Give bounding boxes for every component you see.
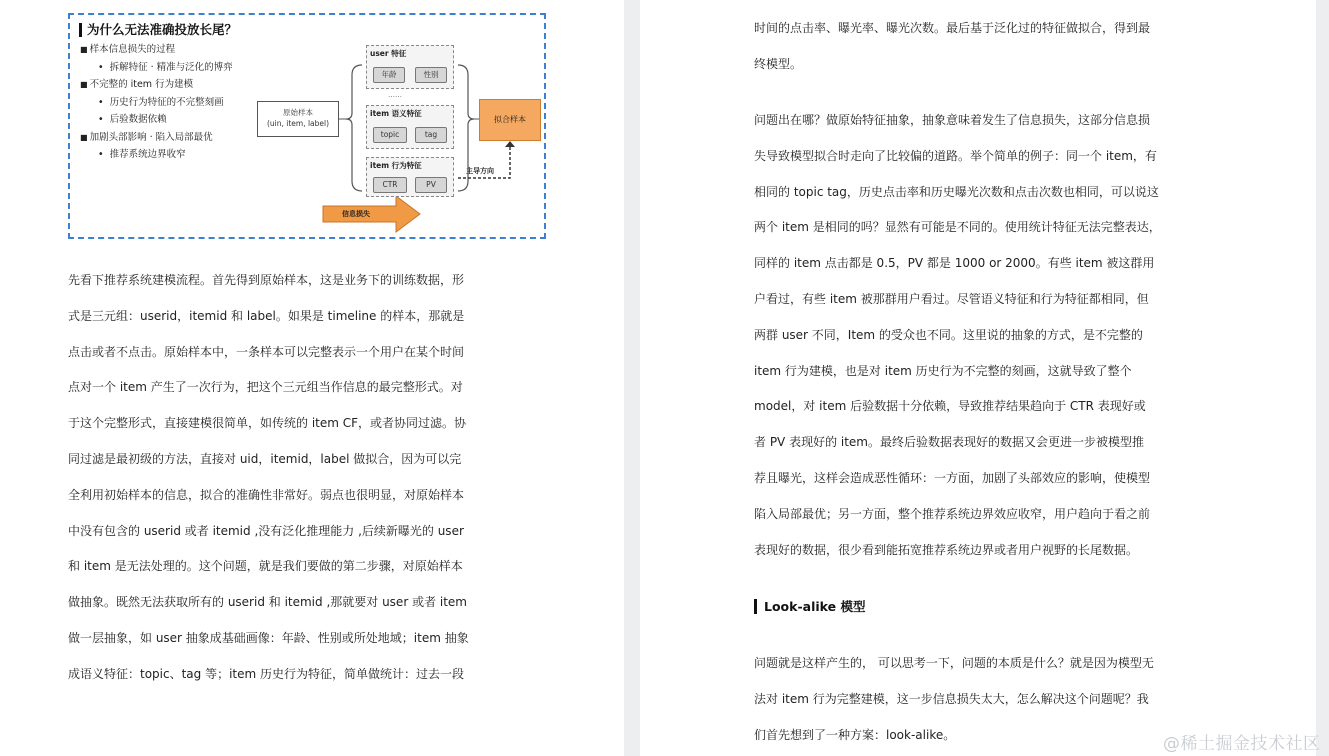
chip-ctr: CTR <box>373 177 407 193</box>
chip-age: 年龄 <box>373 67 405 83</box>
right-paragraph-3 <box>754 646 1206 753</box>
text-line: 中没有包含的 userid 或者 itemid ,没有泛化推理能力 ,后续新曝光的 user <box>68 523 464 538</box>
item-semantic-group <box>366 105 454 149</box>
text-line: 和 item 是无法处理的。这个问题，就是我们要做的第二步骤，对原始样本 <box>68 559 463 574</box>
long-tail-figure <box>68 13 546 239</box>
left-paragraph <box>68 263 520 693</box>
text-line: 成语义特征：topic、tag 等；item 历史行为特征，简单做统计：过去一段 <box>68 666 465 681</box>
fit-sample-box: 拟合样本 <box>479 99 541 141</box>
raw-sample-label: 原始样本 <box>283 108 313 117</box>
right-paragraph-1 <box>754 11 1206 83</box>
text-line: 先看下推荐系统建模流程。首先得到原始样本，这是业务下的训练数据，形 <box>68 273 465 287</box>
text-line: 同过滤是最初级的方法，直接对 uid，itemid，label 做拟合，因为可以完 <box>68 451 462 466</box>
chip-tag: tag <box>415 127 447 143</box>
main-direction-label: 主导方向 <box>466 167 494 175</box>
figure-bullet: • 推荐系统边界收窄 <box>80 146 233 164</box>
text-line: 相同的 topic tag，历史点击率和历史曝光次数和点击次数也相同，可以说这 <box>754 184 1159 199</box>
figure-bullet: • 拆解特征 · 精准与泛化的博弈 <box>80 59 233 77</box>
text-line: 做抽象。既然无法获取所有的 userid 和 itemid ,那就要对 user 或者 item <box>68 595 467 610</box>
text-line: 表现好的数据，很少看到能拓宽推荐系统边界或者用户视野的长尾数据。 <box>754 542 1139 557</box>
text-line: 户看过，有些 item 被那群用户看过。尽管语义特征和行为特征都相同，但 <box>754 291 1149 306</box>
figure-bullet: • 历史行为特征的不完整刻画 <box>80 94 233 112</box>
brace-shape <box>346 65 362 191</box>
chip-pv: PV <box>415 177 447 193</box>
text-line: 点对一个 item 产生了一次行为，把这个三元组当作信息的最完整形式。对 <box>68 380 463 395</box>
item-behavior-group <box>366 157 454 197</box>
text-line: 陷入局部最优；另一方面，整个推荐系统边界效应收窄，用户趋向于看之前 <box>754 506 1151 521</box>
text-line: 同样的 item 点击都是 0.5，PV 都是 1000 or 2000。有些 item 被这群用 <box>754 256 1155 271</box>
text-line: 终模型。 <box>754 56 803 71</box>
text-line: 法对 item 行为完整建模，这一步信息损失太大，怎么解决这个问题呢？我 <box>754 691 1149 706</box>
chip-topic: topic <box>373 127 407 143</box>
text-line: 两个 item 是相同的吗？显然有可能是不同的。使用统计特征无法完整表达， <box>754 220 1161 235</box>
text-line: item 行为建模，也是对 item 历史行为不完整的刻画，这就导致了整个 <box>754 363 1132 378</box>
section-heading: Look-alike 模型 <box>754 599 865 614</box>
text-line: 们首先想到了一种方案：look-alike。 <box>754 727 956 742</box>
text-line: 两群 user 不同，Item 的受众也不同。这里说的抽象的方式，是不完整的 <box>754 327 1143 342</box>
text-line: 时间的点击率、曝光率、曝光次数。最后基于泛化过的特征做拟合，得到最 <box>754 21 1151 35</box>
chip-gender: 性别 <box>415 67 447 83</box>
text-line: 做一层抽象，如 user 抽象成基础画像：年龄、性别或所处地域；item 抽象 <box>68 630 469 645</box>
text-line: 问题就是这样产生的， 可以思考一下，问题的本质是什么？就是因为模型无 <box>754 656 1154 670</box>
text-line: 荐且曝光，这样会造成恶性循环：一方面，加剧了头部效应的影响，使模型 <box>754 470 1151 485</box>
text-line: 者 PV 表现好的 item。最终后验数据表现好的数据又会更进一步被模型推 <box>754 435 1145 450</box>
watermark: @稀土掘金技术社区 <box>1163 734 1321 754</box>
text-line: model，对 item 后验数据十分依赖，导致推荐结果趋向于 CTR 表现好或 <box>754 399 1146 414</box>
right-gutter <box>1316 0 1329 756</box>
text-line: 点击或者不点击。原始样本中，一条样本可以完整表示一个用户在某个时间 <box>68 344 465 359</box>
user-feature-group <box>366 45 454 89</box>
raw-sample-tuple: (uin, item, label) <box>266 119 330 128</box>
page-gutter <box>624 0 640 756</box>
figure-bullet: • 后验数据依赖 <box>80 111 233 129</box>
ellipsis: …… <box>388 91 402 99</box>
item-semantic-label: item 语义特征 <box>370 109 422 118</box>
user-feature-label: user 特征 <box>370 49 407 58</box>
raw-sample-box <box>257 101 339 137</box>
info-loss-arrow <box>323 196 420 232</box>
item-behavior-label: item 行为特征 <box>370 161 422 170</box>
text-line: 于这个完整形式，直接建模很简单，如传统的 item CF，或者协同过滤。协 <box>68 416 467 431</box>
figure-bullet: ■ 加剧头部影响 · 陷入局部最优 <box>80 129 233 147</box>
text-line: 问题出在哪？做原始特征抽象，抽象意味着发生了信息损失，这部分信息损 <box>754 113 1151 127</box>
figure-bullet: ■ 样本信息损失的过程 <box>80 41 233 59</box>
text-line: 全利用初始样本的信息，拟合的准确性非常好。弱点也很明显，对原始样本 <box>68 487 465 502</box>
figure-bullet: ■ 不完整的 item 行为建模 <box>80 76 233 94</box>
text-line: 失导致模型拟合时走向了比较偏的道路。举个简单的例子：同一个 item，有 <box>754 148 1157 163</box>
right-paragraph-2 <box>754 103 1206 568</box>
figure-title: 为什么无法准确投放长尾？ <box>79 23 237 37</box>
text-line: 式是三元组：userid，itemid 和 label。如果是 timeline 的样本，那就是 <box>68 308 465 323</box>
info-loss-label: 信息损失 <box>342 210 370 218</box>
